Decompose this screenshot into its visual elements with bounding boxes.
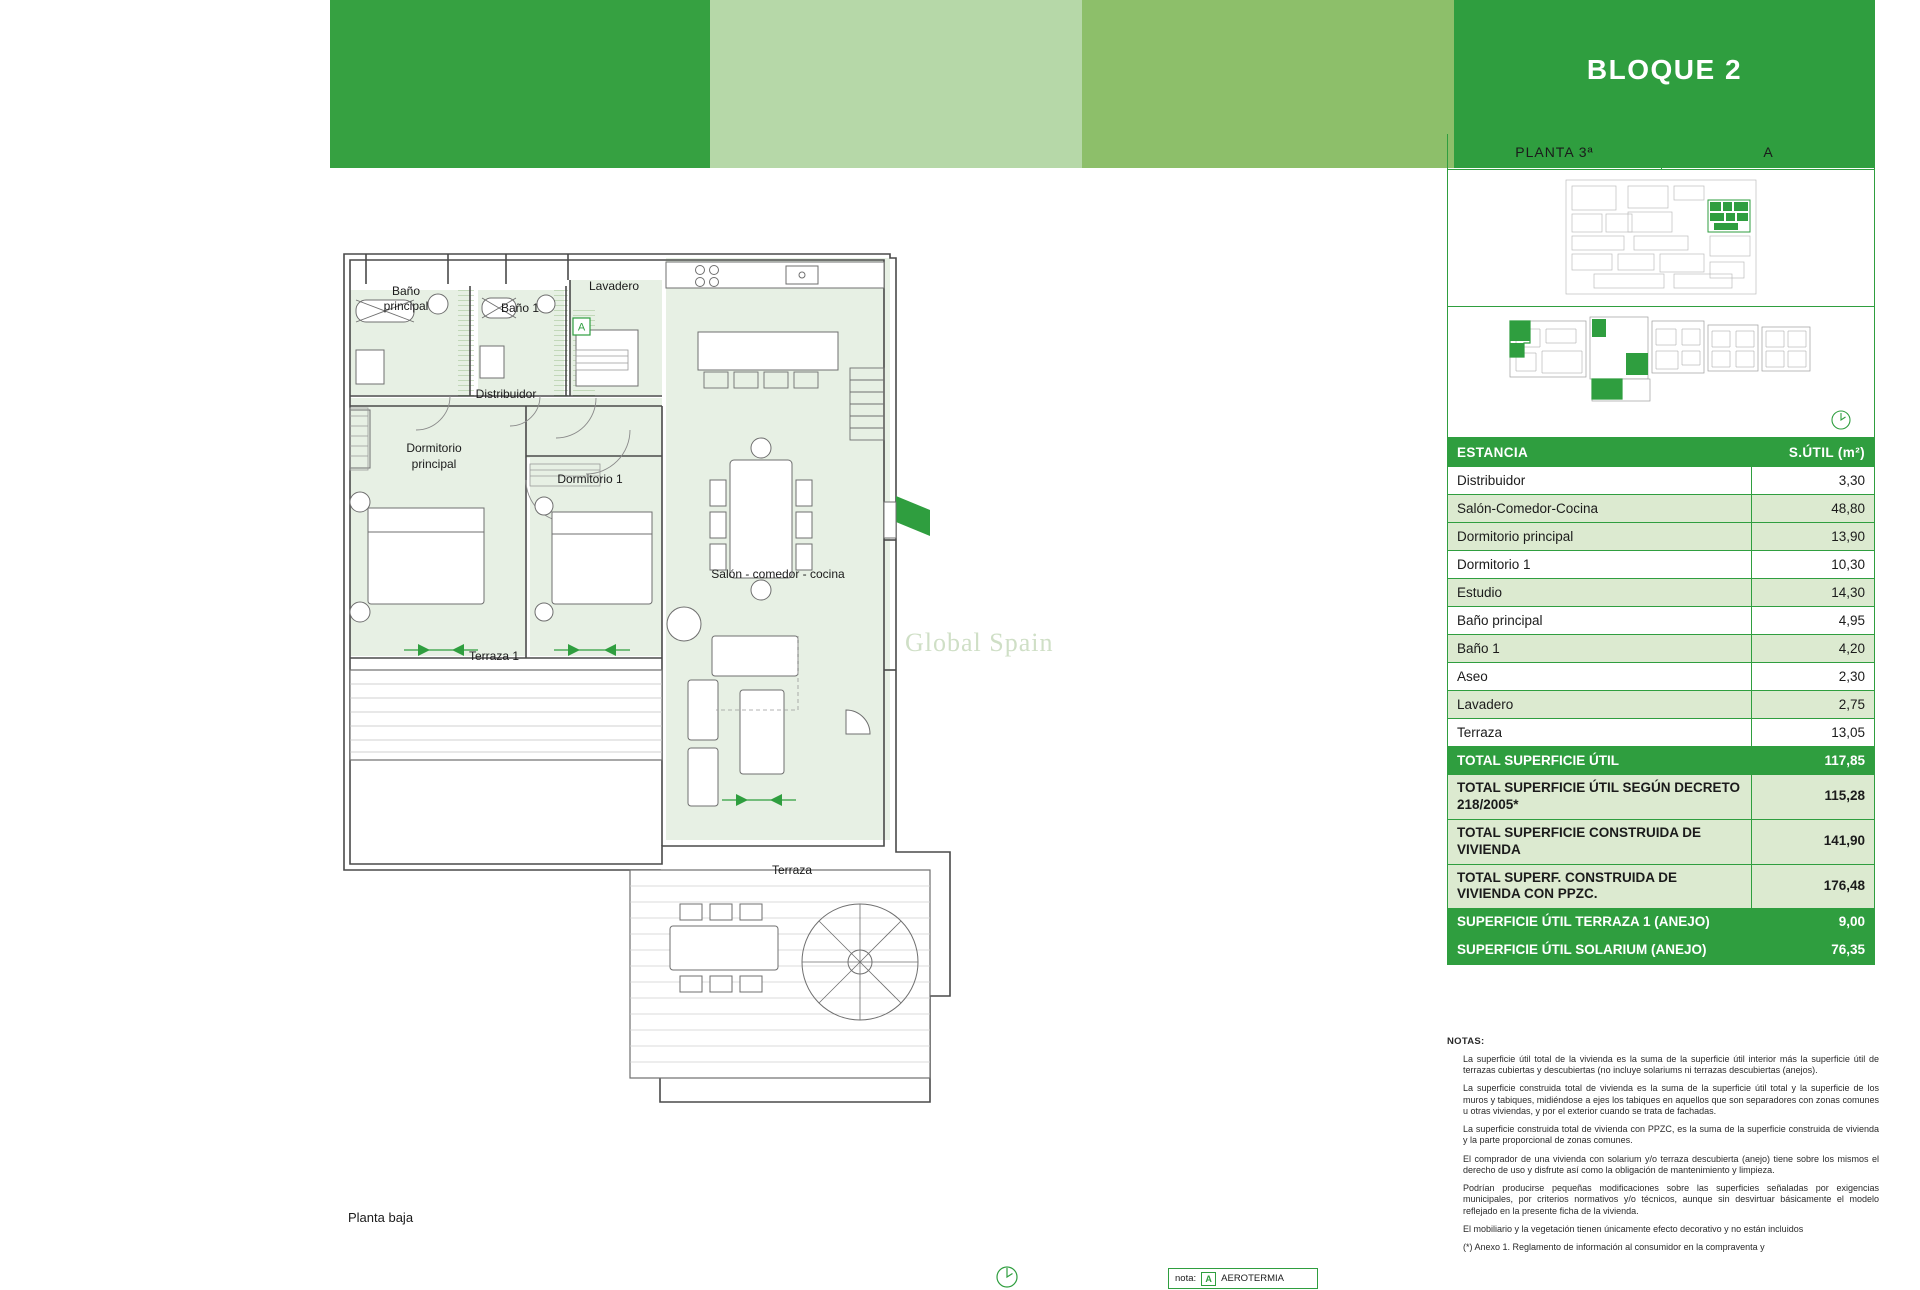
room-name: Baño principal [1448, 607, 1752, 635]
total-value: 176,48 [1752, 864, 1875, 909]
total-name: TOTAL SUPERFICIE ÚTIL [1448, 747, 1752, 775]
table-row [1448, 719, 1875, 747]
bedroom-1-furniture [535, 497, 652, 621]
note-item: La superficie construida total de vivienda es la suma de la superficie útil total y la superficie de los muros y tabiques, midiéndose a ejes los tabiques en aquellos que son separadores con zonas comunes u otras viviendas, y por el exterior cuando se trata de fachadas. [1463, 1083, 1879, 1116]
room-area: 2,75 [1752, 691, 1875, 719]
note-item: El comprador de una vivienda con solarium y/o terraza descubierta (anejo) tiene sobre los mismos el derecho de uso y disfrute así como la obligación de mantenimiento y limpieza. [1463, 1153, 1879, 1175]
room-name: Dormitorio 1 [1448, 551, 1752, 579]
table-total-row [1448, 747, 1875, 775]
aerotermia-note-label: nota: [1175, 1273, 1197, 1284]
site-keyplan-drawing [1564, 178, 1758, 296]
label-distribuidor: Distribuidor [475, 387, 537, 401]
col-room: ESTANCIA [1448, 439, 1752, 467]
banner-segment-1 [330, 0, 710, 168]
label-dormitorio-1: Dormitorio 1 [557, 472, 623, 486]
table-row [1448, 467, 1875, 495]
room-area: 10,30 [1752, 551, 1875, 579]
table-row [1448, 607, 1875, 635]
label-salon: Salón - comedor - cocina [711, 567, 845, 581]
room-name: Distribuidor [1448, 467, 1752, 495]
compass-icon [1830, 409, 1852, 431]
label-bano-1: Baño 1 [500, 301, 540, 315]
areas-table [1447, 438, 1875, 965]
table-total-row [1448, 819, 1875, 864]
table-total-row [1448, 937, 1875, 965]
col-area: S.ÚTIL (m²) [1752, 439, 1875, 467]
total-name: TOTAL SUPERFICIE ÚTIL SEGÚN DECRETO 218/2005* [1448, 775, 1752, 820]
room-area: 48,80 [1752, 495, 1875, 523]
table-total-row [1448, 775, 1875, 820]
note-item: La superficie útil total de la vivienda es la suma de la superficie útil interior más la superficie útil de terrazas cubiertas y descubiertas (no incluye solariums ni terrazas descubiertas (anejos). [1463, 1053, 1879, 1076]
floor-unit-row [1447, 134, 1875, 170]
room-area: 13,05 [1752, 719, 1875, 747]
table-row [1448, 523, 1875, 551]
label-bano-principal-1: Baño [391, 284, 421, 298]
total-value: 117,85 [1752, 747, 1875, 775]
total-value: 115,28 [1752, 775, 1875, 820]
room-area: 14,30 [1752, 579, 1875, 607]
notes-title: NOTAS: [1447, 1036, 1485, 1047]
banner-segment-2 [710, 0, 1082, 168]
room-name: Lavadero [1448, 691, 1752, 719]
block-title: BLOQUE 2 [1586, 54, 1743, 85]
label-dormitorio-principal-1: Dormitorio [406, 441, 462, 455]
plan-caption: Planta baja [348, 1210, 414, 1225]
room-area: 13,90 [1752, 523, 1875, 551]
watermark: Global Spain [905, 628, 1054, 657]
areas-table-header-row [1448, 439, 1875, 467]
info-panel [1447, 134, 1875, 965]
room-area: 3,30 [1752, 467, 1875, 495]
room-name: Aseo [1448, 663, 1752, 691]
floor-label: PLANTA 3ª [1448, 134, 1662, 169]
floor-keyplan [1447, 307, 1875, 438]
total-value: 141,90 [1752, 819, 1875, 864]
label-terraza-1: Terraza 1 [468, 649, 520, 663]
note-item: (*) Anexo 1. Reglamento de información al consumidor en la compraventa y [1463, 1242, 1765, 1253]
svg-text:A: A [577, 321, 586, 334]
total-name: SUPERFICIE ÚTIL SOLARIUM (ANEJO) [1448, 937, 1752, 965]
total-value: 76,35 [1752, 937, 1875, 965]
table-row [1448, 551, 1875, 579]
unit-letter: A [1763, 143, 1773, 160]
notes-block [1447, 1036, 1879, 1260]
table-total-row [1448, 909, 1875, 937]
table-row [1448, 495, 1875, 523]
note-item: Podrían producirse pequeñas modificaciones sobre las superficies señaladas por exigencias municipales, por criterios normativos y/o técnicos, aunque sin desvirtuar básicamente el modelo reflejado en la presente ficha de la vivienda. [1463, 1183, 1879, 1216]
note-item: La superficie construida total de vivienda con PPZC, es la suma de la superficie construida de vivienda y la parte proporcional de zonas comunes. [1463, 1124, 1879, 1146]
compass-icon-bottom [994, 1264, 1020, 1290]
label-bano-principal-2: principal [383, 299, 429, 313]
total-name: SUPERFICIE ÚTIL TERRAZA 1 (ANEJO) [1448, 909, 1752, 937]
entrance-door [884, 496, 930, 538]
room-area: 4,95 [1752, 607, 1875, 635]
table-row [1448, 635, 1875, 663]
floor-plan [330, 240, 1430, 1240]
banner-segment-3 [1082, 0, 1454, 168]
terrace-furniture [670, 904, 778, 992]
aerotermia-note-text: AEROTERMIA [1221, 1273, 1284, 1284]
room-name: Salón-Comedor-Cocina [1448, 495, 1752, 523]
room-name: Terraza [1448, 719, 1752, 747]
total-value: 9,00 [1752, 909, 1875, 937]
aerotermia-note [1168, 1268, 1318, 1289]
room-area: 2,30 [1752, 663, 1875, 691]
label-lavadero: Lavadero [588, 279, 640, 293]
total-name: TOTAL SUPERFICIE CONSTRUIDA DE VIVIENDA [1448, 819, 1752, 864]
aerotermia-badge-icon: A [1201, 1272, 1216, 1286]
table-row [1448, 579, 1875, 607]
table-total-row [1448, 864, 1875, 909]
spiral-staircase [802, 904, 918, 1020]
room-area: 4,20 [1752, 635, 1875, 663]
table-row [1448, 691, 1875, 719]
room-name: Estudio [1448, 579, 1752, 607]
aerotermia-badge [573, 318, 590, 335]
floor-keyplan-drawing [1506, 313, 1816, 405]
floor-plan-drawing [330, 240, 1430, 1240]
label-dormitorio-principal-2: principal [411, 457, 457, 471]
note-item: El mobiliario y la vegetación tienen únicamente efecto decorativo y no están incluidos [1463, 1223, 1804, 1234]
label-terraza: Terraza [771, 863, 813, 877]
site-keyplan [1447, 170, 1875, 307]
room-name: Dormitorio principal [1448, 523, 1752, 551]
room-name: Baño 1 [1448, 635, 1752, 663]
table-row [1448, 663, 1875, 691]
total-name: TOTAL SUPERF. CONSTRUIDA DE VIVIENDA CON PPZC. [1448, 864, 1752, 909]
